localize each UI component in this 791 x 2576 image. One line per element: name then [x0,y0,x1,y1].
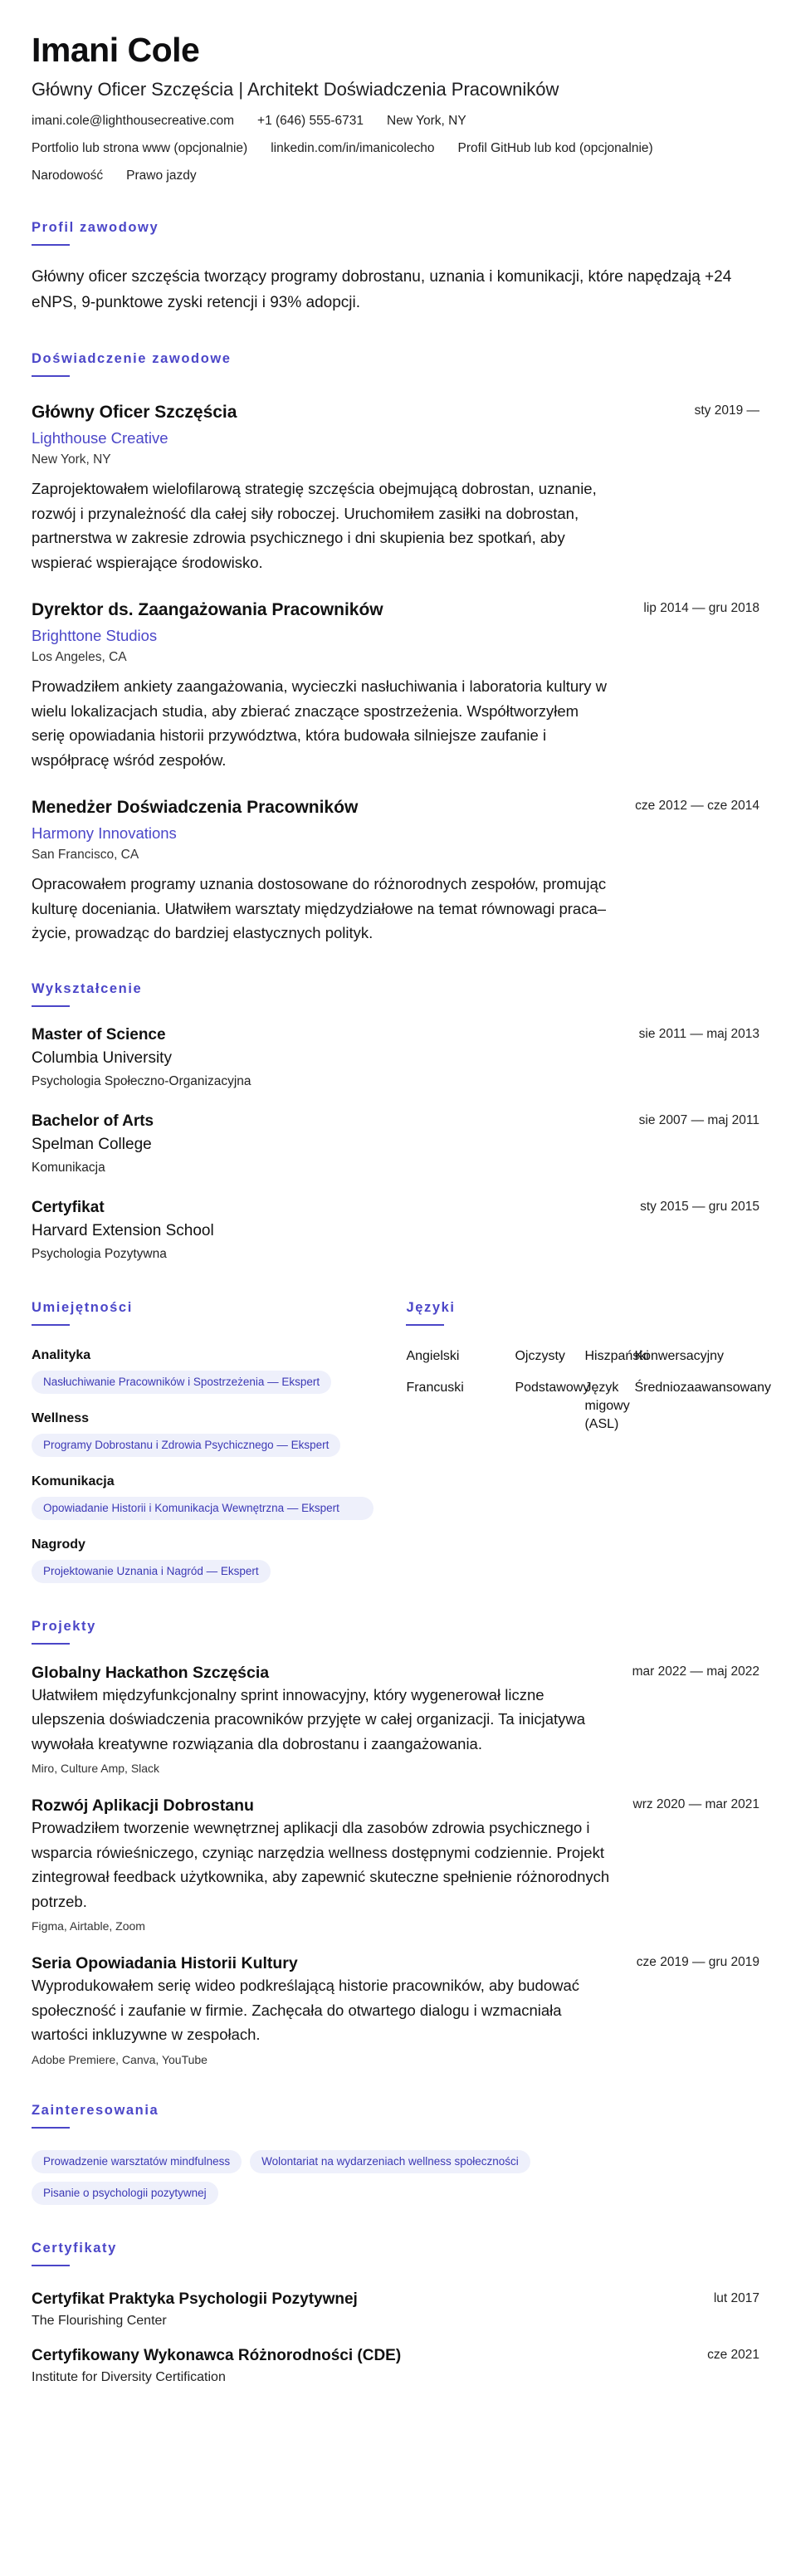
education-date: sie 2011 — maj 2013 [638,1026,759,1041]
section-title-certificates: Certyfikaty [32,2240,117,2256]
education-field: Psychologia Pozytywna [32,1246,167,1261]
language-name: Angielski [406,1348,460,1363]
job-description: Zaprojektowałem wielofilarową strategię szczęścia obejmującą dobrostan, uznanie, rozwój i przynależność dla całej siły roboczej. Uruchomiłem zasiłki na dobrostan, partnerstwa w zakresie zdrowia psychicznego i dni skupienia bez spotkań, aby wspierać wspierające środowisko. [32,480,597,571]
contact-linkedin[interactable]: linkedin.com/in/imanicolecho [271,141,435,155]
education-school: Columbia University [32,1048,172,1067]
project-date: cze 2019 — gru 2019 [636,1955,759,1969]
skill-category: Nagrody [32,1537,85,1552]
skill-category: Analityka [32,1347,91,1362]
education-entry [32,1025,759,1090]
language-level: Średniozaawansowany [634,1380,771,1395]
job-location: New York, NY [32,452,111,467]
projects-section [32,1618,759,2067]
contact-location: New York, NY [387,114,466,128]
job-entry [32,599,759,772]
language-row [406,1379,771,1434]
certificate-issuer: The Flourishing Center [32,2313,167,2328]
job-title: Menedżer Doświadczenia Pracowników [32,798,359,817]
job-company: Harmony Innovations [32,824,177,842]
education-degree: Bachelor of Arts [32,1112,154,1130]
profile-section [32,219,759,315]
section-title-languages: Języki [406,1299,456,1315]
interest-chip: Pisanie o psychologii pozytywnej [32,2182,218,2205]
project-tools: Adobe Premiere, Canva, YouTube [32,2052,208,2066]
contact-license: Prawo jazdy [126,169,197,183]
skill-chip: Opowiadanie Historii i Komunikacja Wewnętrzna — Ekspert [32,1497,374,1520]
skill-chip: Nasłuchiwanie Pracowników i Spostrzeżenia — Ekspert [32,1371,331,1394]
interest-chip: Wolontariat na wydarzeniach wellness społeczności [250,2150,530,2173]
education-field: Komunikacja [32,1160,105,1175]
skill-group [32,1347,403,1394]
project-tools: Miro, Culture Amp, Slack [32,1762,160,1775]
job-company: Brighttone Studios [32,627,158,644]
skills-languages-row [32,1299,771,1583]
resume-header [32,30,759,184]
language-row [406,1347,759,1366]
skill-category: Komunikacja [32,1474,115,1488]
section-divider [32,1324,70,1326]
project-description: Prowadziłem tworzenie wewnętrznej aplikacji dla zasobów zdrowia psychicznego i wsparcia rówieśniczego, czyniąc narzędzia wellness dostępnymi codziennie. Projekt zintegrował feedback użytkownika, aby zapewnić skuteczne spełnienie różnorodnych potrzeb. [32,1819,610,1910]
interests-section [32,2102,759,2205]
language-name: Francuski [406,1380,464,1395]
job-description: Prowadziłem ankiety zaangażowania, wycieczki nasłuchiwania i laboratoria kultury w wielu lokalizacjach studia, aby zbierać znaczące spostrzeżenia. Współtworzyłem serię opowiadania historii przywództwa, która budowała silniejsze zaufanie i współpracę wśród zespołów. [32,677,608,769]
contact-row-personal [32,168,759,184]
job-entry [32,797,759,946]
contact-phone[interactable]: +1 (646) 555-6731 [257,114,364,128]
contact-email[interactable]: imani.cole@lighthousecreative.com [32,114,235,128]
contact-nationality: Narodowość [32,169,104,183]
section-title-skills: Umiejętności [32,1299,133,1315]
education-entry [32,1198,759,1263]
contact-row-links [32,140,759,157]
project-date: wrz 2020 — mar 2021 [632,1797,759,1811]
skill-chip: Programy Dobrostanu i Zdrowia Psychicznego — Ekspert [32,1434,340,1457]
job-title: Główny Oficer Szczęścia [32,403,237,422]
certificate-entry [32,2346,759,2386]
project-description: Wyprodukowałem serię wideo podkreślającą historie pracowników, aby budować społeczność i zaufanie w firmie. Zachęcała do otwartego dialogu i wzmacniała wartości inkluzywne w zespołach. [32,1977,580,2043]
project-entry [32,1796,759,1933]
project-description: Ułatwiłem międzyfunkcjonalny sprint innowacyjny, który wygenerował liczne ulepszenia doświadczenia pracowników przyjęte w całej organizacji. Ta inicjatywa wywołała kreatywne rozwiązania dla dobrostanu i zaangażowania. [32,1685,586,1752]
job-date: cze 2012 — cze 2014 [635,799,759,813]
section-divider [32,2265,70,2266]
languages-section [406,1299,771,1583]
contact-row-primary [32,113,759,130]
section-divider [32,375,70,377]
skill-chip: Projektowanie Uznania i Nagród — Ekspert [32,1560,271,1583]
job-location: Los Angeles, CA [32,650,127,664]
language-level: Ojczysty [515,1348,565,1363]
section-title-education: Wykształcenie [32,980,143,996]
section-title-experience: Doświadczenie zawodowe [32,351,232,366]
interest-chip: Prowadzenie warsztatów mindfulness [32,2150,242,2173]
education-section [32,980,759,1263]
interests-chips [32,2150,613,2205]
skill-category: Wellness [32,1410,90,1425]
section-title-profile: Profil zawodowy [32,220,159,235]
certificates-section [32,2240,759,2386]
section-title-projects: Projekty [32,1618,96,1634]
project-title: Rozwój Aplikacji Dobrostanu [32,1796,254,1815]
job-entry [32,402,759,574]
education-school: Harvard Extension School [32,1221,214,1239]
project-title: Seria Opowiadania Historii Kultury [32,1954,298,1972]
project-title: Globalny Hackathon Szczęścia [32,1663,270,1682]
section-divider [32,2127,70,2129]
education-degree: Certyfikat [32,1198,105,1216]
skill-group [32,1410,403,1457]
candidate-name: Imani Cole [32,31,200,69]
project-tools: Figma, Airtable, Zoom [32,1919,145,1933]
experience-section [32,350,759,946]
certificate-name: Certyfikat Praktyka Psychologii Pozytywnej [32,2290,358,2308]
languages-table [406,1347,771,1434]
profile-summary: Główny oficer szczęścia tworzący programy dobrostanu, uznania i komunikacji, które napędzają +24 eNPS, 9-punktowe zyski retencji i 93% adopcji. [32,268,732,311]
section-divider [32,1643,70,1645]
skill-group [32,1537,403,1583]
project-entry [32,1953,759,2067]
job-company: Lighthouse Creative [32,429,168,447]
job-date: lip 2014 — gru 2018 [643,601,759,615]
education-date: sie 2007 — maj 2011 [638,1112,759,1127]
project-date: mar 2022 — maj 2022 [632,1664,759,1679]
job-description: Opracowałem programy uznania dostosowane do różnorodnych zespołów, promując kulturę doceniania. Ułatwiłem warsztaty międzydziałowe na temat równowagi praca–życie, prowadząc do bardziej elastycznych polityk. [32,875,607,941]
contact-portfolio[interactable]: Portfolio lub strona www (opcjonalnie) [32,141,248,155]
section-divider [32,244,70,246]
certificate-date: lut 2017 [713,2290,759,2305]
skills-section [32,1299,403,1583]
job-title: Dyrektor ds. Zaangażowania Pracowników [32,600,383,619]
section-divider [406,1324,444,1326]
section-divider [32,1005,70,1007]
education-field: Psychologia Społeczno-Organizacyjna [32,1073,251,1088]
certificate-entry [32,2290,759,2329]
job-date: sty 2019 — [694,403,759,418]
contact-github[interactable]: Profil GitHub lub kod (opcjonalnie) [457,141,653,155]
language-level: Konwersacyjny [634,1348,725,1363]
certificate-issuer: Institute for Diversity Certification [32,2369,226,2384]
education-school: Spelman College [32,1135,152,1153]
language-name: Język migowy (ASL) [584,1380,630,1431]
language-name: Hiszpański [584,1348,649,1363]
skill-group [32,1474,403,1520]
job-location: San Francisco, CA [32,848,139,862]
education-degree: Master of Science [32,1025,166,1044]
certificate-name: Certyfikowany Wykonawca Różnorodności (CDE) [32,2346,402,2364]
candidate-headline: Główny Oficer Szczęścia | Architekt Doświadczenia Pracowników [32,79,559,100]
language-level: Podstawowy [515,1380,590,1395]
education-date: sty 2015 — gru 2015 [640,1199,759,1214]
certificate-date: cze 2021 [707,2347,759,2362]
section-title-interests: Zainteresowania [32,2102,159,2118]
education-entry [32,1112,759,1176]
project-entry [32,1663,759,1777]
